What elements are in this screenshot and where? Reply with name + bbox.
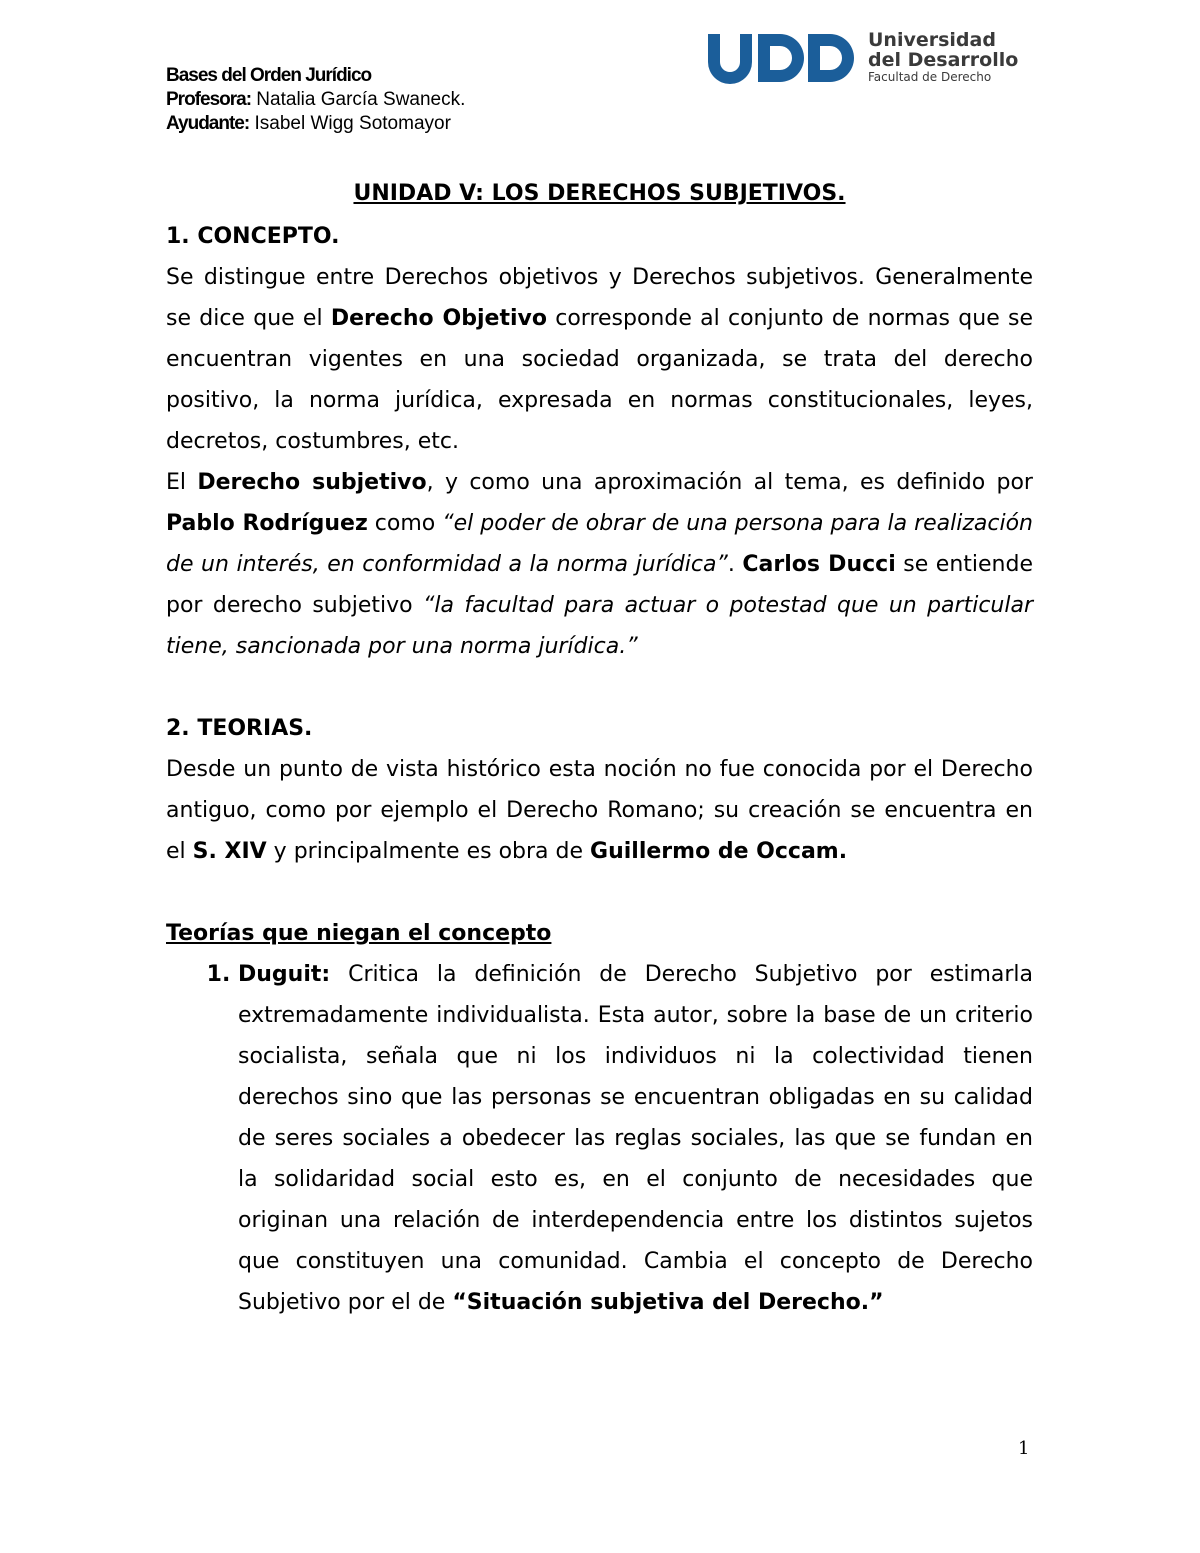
document-body [166,172,1033,1323]
logo-line-1: Universidad [868,29,996,51]
section-1-paragraph-1: Se distingue entre Derechos objetivos y Derechos subjetivos. Generalmente se dice que el Derecho Objetivo corresponde al conjunto de normas que se encuentran vigentes en una sociedad organizada, se trata del derecho positivo, la norma jurídica, expresada en normas constitucionales, leyes, decretos, costumbres, etc. [166,265,1033,454]
assistant-line [166,112,465,136]
teacher-name: Natalia García Swaneck. [251,89,466,110]
udd-logo-mark [706,32,862,84]
section-2-subheading: Teorías que niegan el concepto [166,921,552,946]
logo-text [868,30,1028,84]
logo-line-2: del Desarrollo [868,49,1019,71]
list-item: 1. Duguit: Critica la definición de Derecho Subjetivo por estimarla extremadamente individualista. Esta autor, sobre la base de un criterio socialista, señala que ni los individuos ni la colectividad tienen derechos sino que las personas se encuentran obligadas en su calidad de seres sociales a obedecer las reglas sociales, las que se fundan en la solidaridad social esto es, en el conjunto de necesidades que originan una relación de interdependencia entre los distintos sujetos que constituyen una comunidad. Cambia el concepto de Derecho Subjetivo por el de “Situación subjetiva del Derecho.” [238,954,1033,1323]
spacer [166,667,1033,708]
section-1-heading: 1. CONCEPTO. [166,224,340,249]
course-name: Bases del Orden Jurídico [166,65,372,86]
section-2-heading: 2. TEORIAS. [166,716,313,741]
assistant-label: Ayudante: [166,113,250,134]
spacer [166,872,1033,913]
theories-list [166,954,1033,1323]
section-2-paragraph-1: Desde un punto de vista histórico esta noción no fue conocida por el Derecho antiguo, como por ejemplo el Derecho Romano; su creación se encuentra en el S. XIV y principalmente es obra de Guillermo de Occam. [166,757,1033,864]
document-header [166,64,465,136]
assistant-name: Isabel Wigg Sotomayor [249,113,451,134]
logo-line-3: Facultad de Derecho [868,70,992,84]
document-title: UNIDAD V: LOS DERECHOS SUBJETIVOS. [353,181,846,206]
teacher-line [166,88,465,112]
section-1-paragraph-2: El Derecho subjetivo, y como una aproximación al tema, es definido por Pablo Rodríguez como “el poder de obrar de una persona para la realización de un interés, en conformidad a la norma jurídica”. Carlos Ducci se entiende por derecho subjetivo “la facultad para actuar o potestad que un particular tiene, sancionada por una norma jurídica.” [166,470,1034,659]
page-number: 1 [1018,1438,1030,1459]
teacher-label: Profesora: [166,89,252,110]
university-logo [706,30,1026,86]
